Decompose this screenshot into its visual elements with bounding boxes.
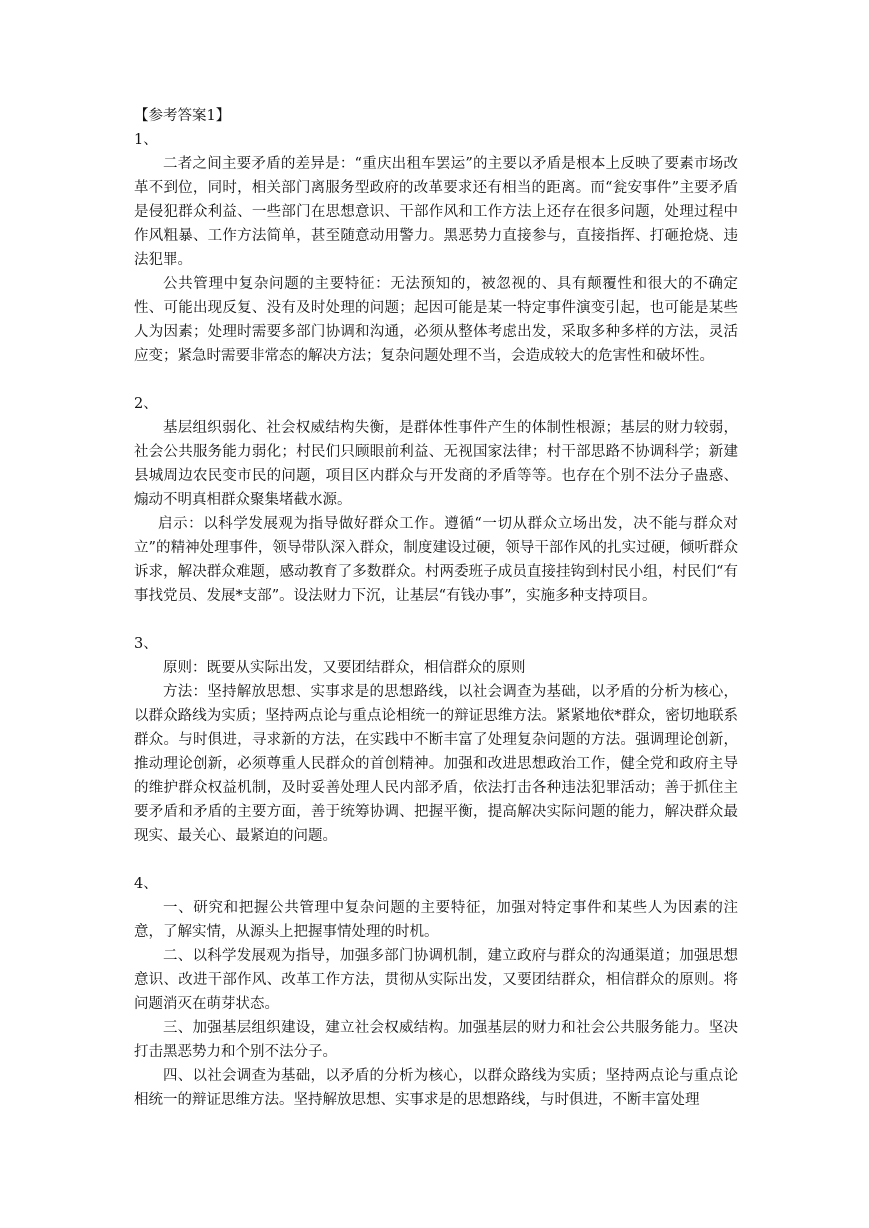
section-number-4: 4、	[134, 876, 158, 892]
section-1-paragraph-2: 公共管理中复杂问题的主要特征：无法预知的，被忽视的、具有颠覆性和很大的不确定性、可能出现反复、没有及时处理的问题；起因可能是某一特定事件演变引起，也可能是某些人为因素；处理时需要多部门协调和沟通，必须从整体考虑出发，采取多种多样的方法，灵活应变；紧急时需要非常态的解决方法；复杂问题处理不当，会造成较大的危害性和破坏性。	[134, 276, 738, 364]
document-body	[134, 104, 738, 1112]
section-number-2: 2、	[134, 396, 158, 412]
section-3-paragraph-2: 方法：坚持解放思想、实事求是的思想路线，以社会调查为基础，以矛盾的分析为核心，以群众路线为实质；坚持两点论与重点论相统一的辩证思维方法。紧紧地依*群众，密切地联系群众。与时俱进，寻求新的方法，在实践中不断丰富了处理复杂问题的方法。强调理论创新，推动理论创新，必须尊重人民群众的首创精神。加强和改进思想政治工作，健全党和政府主导的维护群众权益机制，及时妥善处理人民内部矛盾，依法打击各种违法犯罪活动；善于抓住主要矛盾和矛盾的主要方面，善于统筹协调、把握平衡，提高解决实际问题的能力，解决群众最现实、最关心、最紧迫的问题。	[134, 684, 738, 844]
answer-title: 【参考答案1】	[134, 108, 231, 124]
section-4-paragraph-2: 二、以科学发展观为指导，加强多部门协调机制，建立政府与群众的沟通渠道；加强思想意识、改进干部作风、改革工作方法，贯彻从实际出发，又要团结群众，相信群众的原则。将问题消灭在萌芽状态。	[134, 948, 738, 1012]
section-gap	[134, 368, 738, 392]
section-4-paragraph-4: 四、以社会调查为基础，以矛盾的分析为核心，以群众路线为实质；坚持两点论与重点论相统一的辩证思维方法。坚持解放思想、实事求是的思想路线，与时俱进，不断丰富处理	[134, 1068, 738, 1108]
section-gap	[134, 608, 738, 632]
section-3-paragraph-1: 原则：既要从实际出发，又要团结群众，相信群众的原则	[163, 660, 526, 676]
section-gap	[134, 848, 738, 872]
section-number-1: 1、	[134, 132, 158, 148]
section-1-paragraph-1: 二者之间主要矛盾的差异是：“重庆出租车罢运”的主要以矛盾是根本上反映了要素市场改革不到位，同时，相关部门离服务型政府的改革要求还有相当的距离。而“瓮安事件”主要矛盾是侵犯群众利益、一些部门在思想意识、干部作风和工作方法上还存在很多问题，处理过程中作风粗暴、工作方法简单，甚至随意动用警力。黑恶势力直接参与，直接指挥、打砸抢烧、违法犯罪。	[134, 156, 738, 268]
section-number-3: 3、	[134, 636, 158, 652]
section-4-paragraph-3: 三、加强基层组织建设，建立社会权威结构。加强基层的财力和社会公共服务能力。坚决打击黑恶势力和个别不法分子。	[134, 1020, 738, 1060]
section-2-paragraph-2: 启示：以科学发展观为指导做好群众工作。遵循“一切从群众立场出发，决不能与群众对立”的精神处理事件，领导带队深入群众，制度建设过硬，领导干部作风的扎实过硬，倾听群众诉求，解决群众难题，感动教育了多数群众。村两委班子成员直接挂钩到村民小组，村民们“有事找党员、发展*支部”。设法财力下沉，让基层“有钱办事”，实施多种支持项目。	[134, 516, 738, 604]
section-4-paragraph-1: 一、研究和把握公共管理中复杂问题的主要特征，加强对特定事件和某些人为因素的注意，了解实情，从源头上把握事情处理的时机。	[134, 900, 738, 940]
section-2-paragraph-1: 基层组织弱化、社会权威结构失衡，是群体性事件产生的体制性根源；基层的财力较弱，社会公共服务能力弱化；村民们只顾眼前利益、无视国家法律；村干部思路不协调科学；新建县城周边农民变市民的问题，项目区内群众与开发商的矛盾等等。也存在个别不法分子蛊惑、煽动不明真相群众聚集堵截水源。	[134, 420, 738, 508]
